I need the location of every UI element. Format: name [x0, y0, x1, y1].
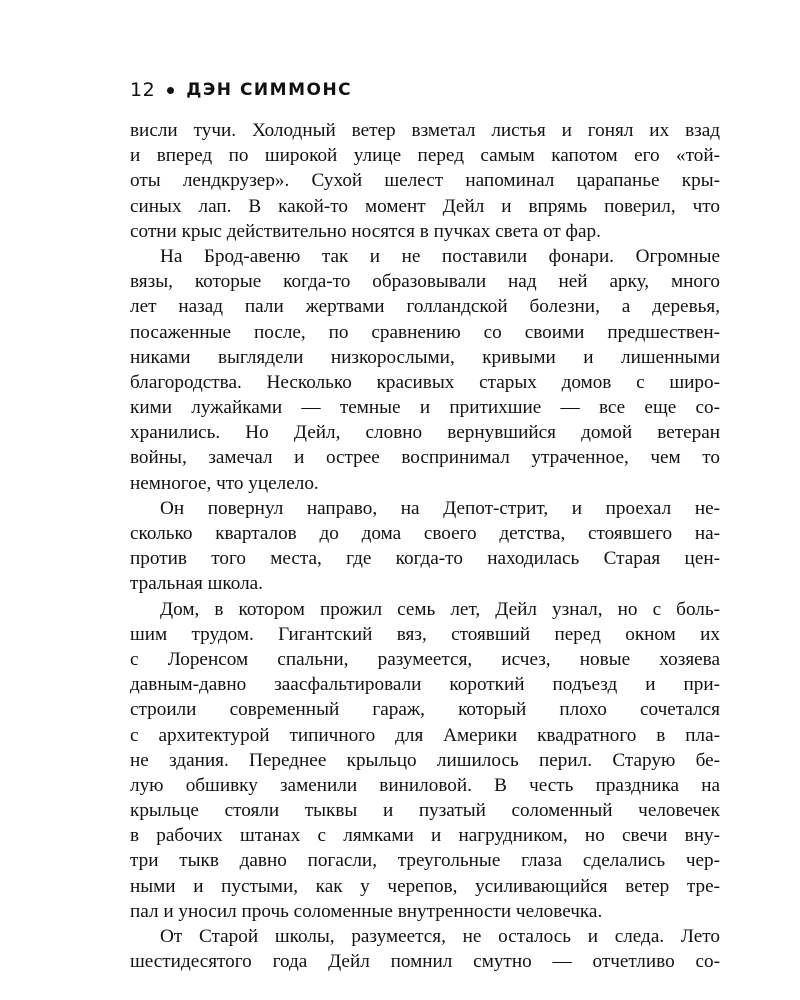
text-line: посаженные после, по сравнению со своими предшествен- [130, 321, 720, 343]
page-number: 12 [130, 79, 156, 101]
text-line: лет назад пали жертвами голландской болезни, а деревья, [130, 296, 720, 318]
text-line: в рабочих штанах с лямками и нагрудником, но свечи вну- [130, 825, 720, 847]
text-line: сколько кварталов до дома своего детства, стоявшего на- [130, 523, 720, 544]
text-line: висли тучи. Холодный ветер взметал листья и гонял их взад [130, 120, 720, 141]
text-line: с архитектурой типичного для Америки квадратного в пла- [130, 724, 720, 746]
text-line: От Старой школы, разумеется, не осталось и следа. Лето [160, 926, 720, 947]
text-line: никами выглядели низкорослыми, кривыми и лишенными [130, 346, 720, 368]
text-line: сотни крыс действительно носятся в пучках света от фар. [130, 220, 601, 242]
text-line: войны, замечал и острее воспринимал утраченное, чем то [130, 447, 720, 469]
body-text [130, 118, 720, 974]
text-line: не здания. Переднее крыльцо лишилось перил. Старую бе- [130, 749, 720, 771]
text-line: три тыкв давно погасли, треугольные глаза сделались чер- [130, 850, 720, 872]
text-line: хранились. Но Дейл, словно вернувшийся домой ветеран [130, 422, 720, 444]
text-line: Он повернул направо, на Депот-стрит, и проехал не- [160, 497, 720, 519]
text-line: оты лендкрузер». Сухой шелест напоминал царапанье кры- [130, 170, 720, 192]
text-line: строили современный гараж, который плохо сочетался [130, 699, 720, 721]
text-line: крыльце стояли тыквы и пузатый соломенный человечек [130, 800, 720, 822]
text-line: немногое, что уцелело. [130, 472, 319, 494]
bullet-icon [167, 87, 174, 94]
running-head [130, 76, 352, 104]
text-line: кими лужайками — темные и притихшие — все еще со- [130, 397, 720, 419]
text-line: благородства. Несколько красивых старых домов с широ- [130, 371, 720, 393]
text-line: Дом, в котором прожил семь лет, Дейл узнал, но с боль- [160, 598, 720, 620]
text-line: давным-давно заасфальтировали короткий подъезд и при- [130, 674, 720, 696]
author-name: ДЭН СИММОНС [186, 80, 353, 100]
text-line: тральная школа. [130, 573, 263, 595]
text-line: синых лап. В какой-то момент Дейл и впрямь поверил, что [130, 195, 720, 217]
text-line: лую обшивку заменили виниловой. В честь праздника на [130, 774, 720, 796]
text-line: с Лоренсом спальни, разумеется, исчез, новые хозяева [130, 648, 720, 670]
text-line: шим трудом. Гигантский вяз, стоявший перед окном их [130, 623, 720, 645]
text-line: шестидесятого года Дейл помнил смутно — отчетливо со- [130, 951, 720, 973]
text-line: вязы, которые когда-то образовывали над ней арку, много [130, 271, 720, 293]
text-line: ными и пустыми, как у черепов, усиливающийся ветер тре- [130, 875, 720, 897]
text-line: пал и уносил прочь соломенные внутренности человечка. [130, 900, 603, 922]
text-line: На Брод-авеню так и не поставили фонари. Огромные [160, 245, 720, 267]
text-line: и вперед по широкой улице перед самым капотом его «той- [130, 145, 720, 167]
text-line: против того места, где когда-то находилась Старая цен- [130, 548, 720, 570]
